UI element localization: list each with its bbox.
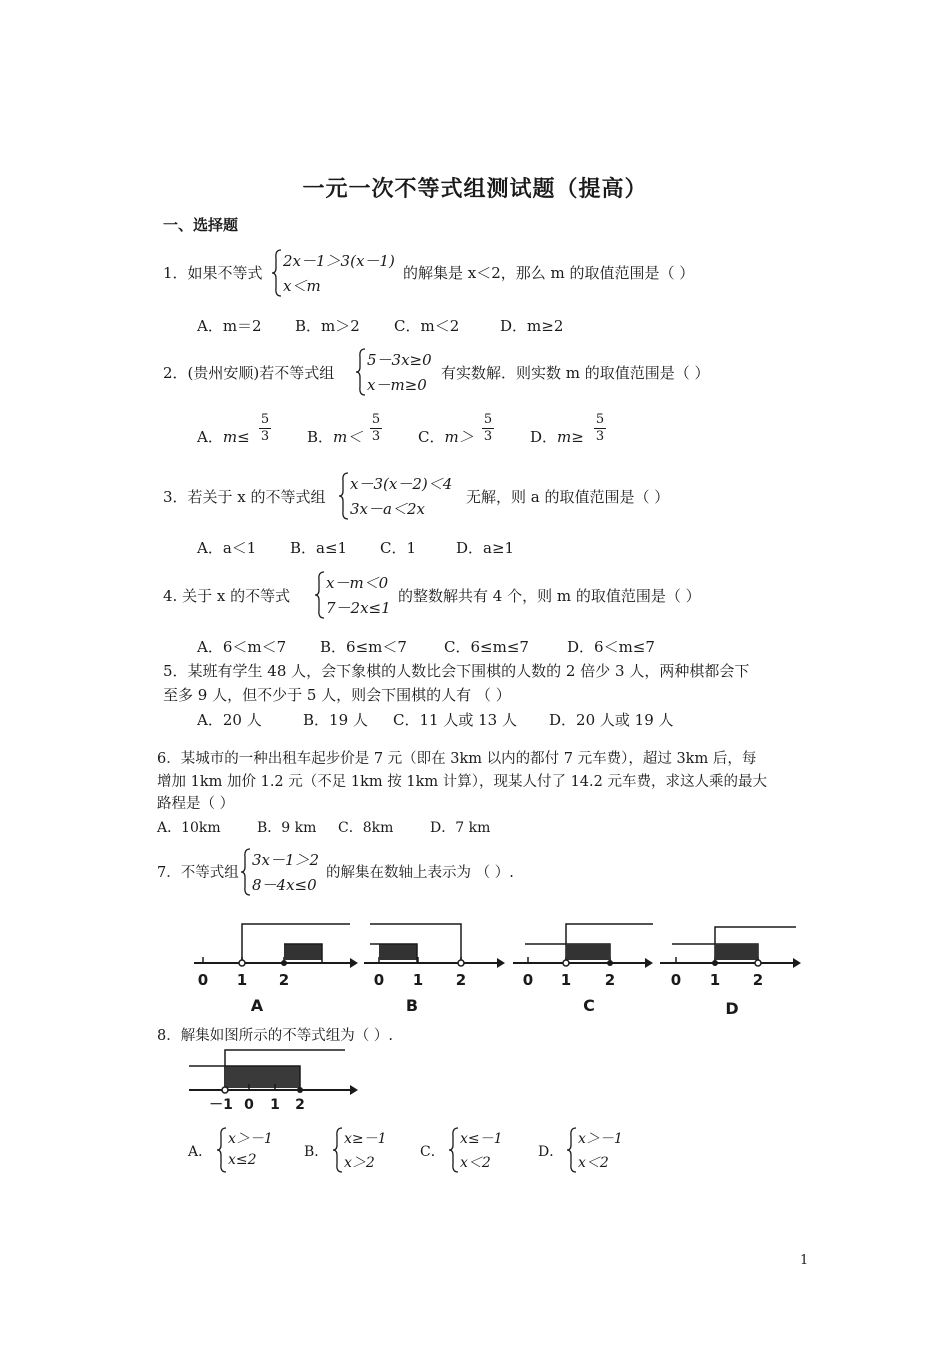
tick-label: 1 [236,971,248,989]
q8-option-a-label: A． [188,1144,213,1160]
q6-option-b: B．9 km [257,820,317,836]
q4-system-line-1: x－m＜0 [326,574,389,592]
q2-option-c-fraction [482,413,494,444]
q2-prefix: 2．(贵州安顺)若不等式组 [163,364,335,382]
q7-system-line-2: 8－4x≤0 [252,876,317,894]
q1-inequality-system [271,248,401,298]
q2-option-a [197,426,250,447]
q6-option-d: D．7 km [430,820,491,836]
tick-label: 0 [197,971,209,989]
tick-label: 2 [752,971,764,989]
denominator: 3 [371,429,381,444]
q3-inequality-system [338,471,468,521]
q4-inequality-system [314,570,404,620]
q3-option-d: D．a≥1 [456,539,515,557]
q1-system-line-2: x＜m [283,277,321,295]
q8-option-d-line-1: x＞－1 [578,1131,623,1147]
q5-option-a: A．20 人 [197,711,262,729]
q7-inequality-system [240,847,330,897]
q3-option-c: C．1 [380,539,417,557]
q2-option-a-expr: m≤ [222,428,250,446]
brace-icon [314,570,326,620]
tick-label: 2 [295,1097,305,1113]
q8-option-a-line-1: x＞－1 [228,1131,273,1147]
q8-option-d-label: D． [538,1144,564,1160]
denominator: 3 [260,429,270,444]
denominator: 3 [483,429,493,444]
q8-option-b-system [332,1126,402,1174]
q1-option-a: A．m＝2 [197,317,262,335]
brace-icon [240,847,252,897]
q4-system-line-2: 7－2x≤1 [326,599,391,617]
q8-option-c-system [448,1126,518,1174]
q2-option-d [530,426,584,447]
numerator: 5 [260,412,270,427]
q7-number-line-figures [150,915,810,1020]
q4-suffix: 的整数解共有 4 个，则 m 的取值范围是（ ） [398,587,701,605]
denominator: 3 [595,429,605,444]
q2-option-c [418,426,474,447]
q2-option-c-label: C． [418,428,445,446]
q3-option-b: B．a≤1 [290,539,348,557]
q8-number-line-figure [185,1046,370,1114]
numerator: 5 [483,412,493,427]
q8-option-b-label: B． [304,1144,329,1160]
q2-option-a-label: A． [197,428,223,446]
numerator: 5 [595,412,605,427]
q8-option-c-label: C． [420,1144,445,1160]
q5-option-b: B．19 人 [303,711,368,729]
q2-option-d-expr: m≥ [557,428,584,446]
q5-option-c: C．11 人或 13 人 [393,711,517,729]
tick-label: 2 [455,971,467,989]
q2-inequality-system [355,347,445,397]
brace-icon [448,1126,460,1174]
brace-icon [566,1126,578,1174]
q3-suffix: 无解，则 a 的取值范围是（ ） [466,488,670,506]
brace-icon [338,471,350,521]
q8-option-b-line-2: x＞2 [344,1155,375,1171]
q3-option-a: A．a＜1 [197,539,257,557]
q1-system-line-1: 2x－1＞3(x－1) [283,252,395,270]
q1-prefix: 1．如果不等式 [163,264,263,282]
q3-system-line-2: 3x－a＜2x [350,500,425,518]
tick-label: －1 [209,1097,233,1113]
tick-label: 1 [412,971,424,989]
tick-label: 1 [709,971,721,989]
q4-option-c: C．6≤m≤7 [444,638,529,656]
figure-label-c: C [583,996,595,1015]
q7-system-line-1: 3x－1＞2 [252,851,320,869]
q2-option-a-fraction [259,413,271,444]
q7-suffix: 的解集在数轴上表示为 （ ）. [326,865,514,881]
q5-line-1: 5．某班有学生 48 人，会下象棋的人数比会下围棋的人数的 2 倍少 3 人，两种棋都会下 [163,662,750,680]
q1-option-b: B．m＞2 [295,317,360,335]
brace-icon [271,248,283,298]
page-title: 一元一次不等式组测试题（提高） [302,176,648,202]
q2-option-b [307,426,362,447]
q4-prefix: 4. 关于 x 的不等式 [163,587,291,605]
q2-option-b-fraction [370,413,382,444]
figure-label-d: D [725,999,739,1018]
q2-option-d-fraction [594,413,606,444]
q6-line-1: 6．某城市的一种出租车起步价是 7 元（即在 3km 以内的都付 7 元车费），超过 3km 后，每 [157,751,757,767]
q1-option-d: D．m≥2 [500,317,564,335]
q5-line-2: 至多 9 人，但不少于 5 人，则会下围棋的人有 （ ） [163,686,511,704]
section-heading: 一、选择题 [163,216,239,234]
numerator: 5 [371,412,381,427]
tick-label: 0 [522,971,534,989]
q4-option-d: D．6＜m≤7 [567,638,655,656]
brace-icon [216,1126,228,1174]
q8-option-c-line-1: x≤－1 [460,1131,503,1147]
q2-option-d-label: D． [530,428,558,446]
tick-label: 0 [373,971,385,989]
q8-option-d-system [566,1126,636,1174]
page-number: 1 [800,1253,809,1268]
tick-label: 2 [278,971,290,989]
q2-option-b-expr: m＜ [333,428,363,446]
brace-icon [332,1126,344,1174]
q7-prefix: 7．不等式组 [157,865,239,881]
q6-line-2: 增加 1km 加价 1.2 元（不足 1km 按 1km 计算），现某人付了 14.2 元车费，求这人乘的最大 [157,774,767,790]
tick-label: 2 [604,971,616,989]
tick-label: 0 [670,971,682,989]
figure-label-b: B [405,996,419,1015]
q3-system-line-1: x－3(x－2)＜4 [350,475,453,493]
q1-suffix: 的解集是 x＜2，那么 m 的取值范围是（ ） [403,264,695,282]
q2-system-line-2: x－m≥0 [367,376,427,394]
q8-option-a-line-2: x≤2 [228,1152,257,1168]
q8-option-d-line-2: x＜2 [578,1155,609,1171]
q2-suffix: 有实数解．则实数 m 的取值范围是（ ） [441,364,710,382]
q1-option-c: C．m＜2 [394,317,460,335]
q8-option-c-line-2: x＜2 [460,1155,491,1171]
q6-option-a: A．10km [157,820,221,836]
q6-line-3: 路程是（ ） [157,796,235,812]
q6-option-c: C．8km [338,820,394,836]
tick-label: 1 [270,1097,280,1113]
q4-option-b: B．6≤m＜7 [320,638,407,656]
q4-option-a: A．6＜m＜7 [197,638,287,656]
q8-option-b-line-1: x≥－1 [344,1131,387,1147]
figure-label-a: A [250,996,264,1015]
q2-option-c-expr: m＞ [444,428,474,446]
q2-system-line-1: 5－3x≥0 [367,351,432,369]
q8-option-a-system [216,1126,286,1174]
tick-label: 0 [244,1097,254,1113]
brace-icon [355,347,367,397]
q8-text: 8．解集如图所示的不等式组为（ ）. [157,1028,393,1044]
q5-option-d: D．20 人或 19 人 [549,711,674,729]
q3-prefix: 3．若关于 x 的不等式组 [163,488,326,506]
q2-option-b-label: B． [307,428,334,446]
tick-label: 1 [560,971,572,989]
